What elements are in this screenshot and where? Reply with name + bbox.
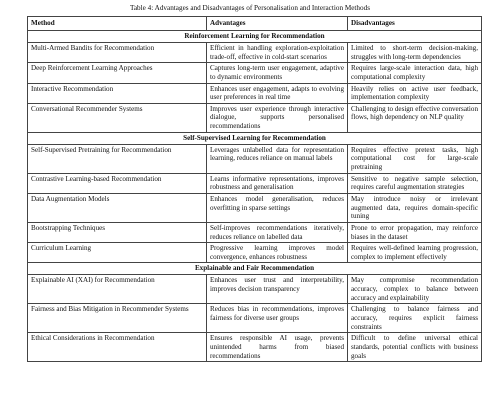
section-row <box>28 31 482 43</box>
disadvantages-cell: Difficult to define universal ethical standards, potential conflicts with business goals <box>348 333 482 362</box>
advantages-cell: Reduces bias in recommendations, improves fairness for diverse user groups <box>207 304 348 333</box>
disadvantages-cell: Heavily relies on active user feedback, implementation complexity <box>348 83 482 103</box>
method-cell: Fairness and Bias Mitigation in Recommender Systems <box>28 304 207 333</box>
table-row <box>28 243 482 263</box>
disadvantages-cell: Sensitive to negative sample selection, requires careful augmentation strategies <box>348 173 482 193</box>
advantages-cell: Improves user experience through interactive dialogue, supports personalised recommendations <box>207 103 348 132</box>
method-cell: Contrastive Learning-based Recommendation <box>28 173 207 193</box>
disadvantages-cell: Challenging to design effective conversation flows, high dependency on NLP quality <box>348 103 482 132</box>
section-title: Explainable and Fair Recommendation <box>28 263 482 275</box>
table-row <box>28 144 482 173</box>
table-row <box>28 173 482 193</box>
disadvantages-cell: Requires effective pretext tasks, high computational cost for large-scale pretraining <box>348 144 482 173</box>
comparison-table <box>27 16 482 362</box>
table-caption: Table 4: Advantages and Disadvantages of Personalisation and Interaction Methods <box>129 4 370 12</box>
header-advantages: Advantages <box>207 17 348 31</box>
advantages-cell: Learns informative representations, improves robustness and generalisation <box>207 173 348 193</box>
table-row <box>28 63 482 83</box>
disadvantages-cell: Requires large-scale interaction data, high computational complexity <box>348 63 482 83</box>
advantages-cell: Ensures responsible AI usage, prevents unintended harms from biased recommendations <box>207 333 348 362</box>
method-cell: Interactive Recommendation <box>28 83 207 103</box>
disadvantages-cell: Limited to short-term decision-making, struggles with long-term dependencies <box>348 43 482 63</box>
table-body <box>28 31 482 362</box>
method-cell: Conversational Recommender Systems <box>28 103 207 132</box>
method-cell: Multi-Armed Bandits for Recommendation <box>28 43 207 63</box>
header-row <box>28 17 482 31</box>
method-cell: Deep Reinforcement Learning Approaches <box>28 63 207 83</box>
advantages-cell: Progressive learning improves model convergence, enhances robustness <box>207 243 348 263</box>
table-row <box>28 222 482 242</box>
header-method: Method <box>28 17 207 31</box>
advantages-cell: Enhances model generalisation, reduces overfitting in sparse settings <box>207 193 348 222</box>
advantages-cell: Leverages unlabelled data for representation learning, reduces reliance on manual labels <box>207 144 348 173</box>
section-title: Reinforcement Learning for Recommendation <box>28 31 482 43</box>
table-row <box>28 193 482 222</box>
disadvantages-cell: May compromise recommendation accuracy, complex to balance between accuracy and explainability <box>348 275 482 304</box>
method-cell: Data Augmentation Models <box>28 193 207 222</box>
table-row <box>28 333 482 362</box>
advantages-cell: Enhances user trust and interpretability, improves decision transparency <box>207 275 348 304</box>
method-cell: Self-Supervised Pretraining for Recommendation <box>28 144 207 173</box>
section-title: Self-Supervised Learning for Recommendation <box>28 132 482 144</box>
advantages-cell: Self-improves recommendations iteratively, reduces reliance on labelled data <box>207 222 348 242</box>
table-row <box>28 275 482 304</box>
advantages-cell: Captures long-term user engagement, adaptive to dynamic environments <box>207 63 348 83</box>
header-disadvantages: Disadvantages <box>348 17 482 31</box>
method-cell: Ethical Considerations in Recommendation <box>28 333 207 362</box>
table-row <box>28 83 482 103</box>
advantages-cell: Enhances user engagement, adapts to evolving user preferences in real time <box>207 83 348 103</box>
advantages-cell: Efficient in handling exploration-exploitation trade-off, effective in cold-start scenarios <box>207 43 348 63</box>
disadvantages-cell: Requires well-defined learning progression, complex to implement effectively <box>348 243 482 263</box>
disadvantages-cell: Challenging to balance fairness and accuracy, requires explicit fairness constraints <box>348 304 482 333</box>
method-cell: Explainable AI (XAI) for Recommendation <box>28 275 207 304</box>
method-cell: Bootstrapping Techniques <box>28 222 207 242</box>
table-row <box>28 43 482 63</box>
method-cell: Curriculum Learning <box>28 243 207 263</box>
disadvantages-cell: May introduce noisy or irrelevant augmented data, requires domain-specific tuning <box>348 193 482 222</box>
section-row <box>28 263 482 275</box>
section-row <box>28 132 482 144</box>
disadvantages-cell: Prone to error propagation, may reinforce biases in the dataset <box>348 222 482 242</box>
table-row <box>28 103 482 132</box>
table-row <box>28 304 482 333</box>
